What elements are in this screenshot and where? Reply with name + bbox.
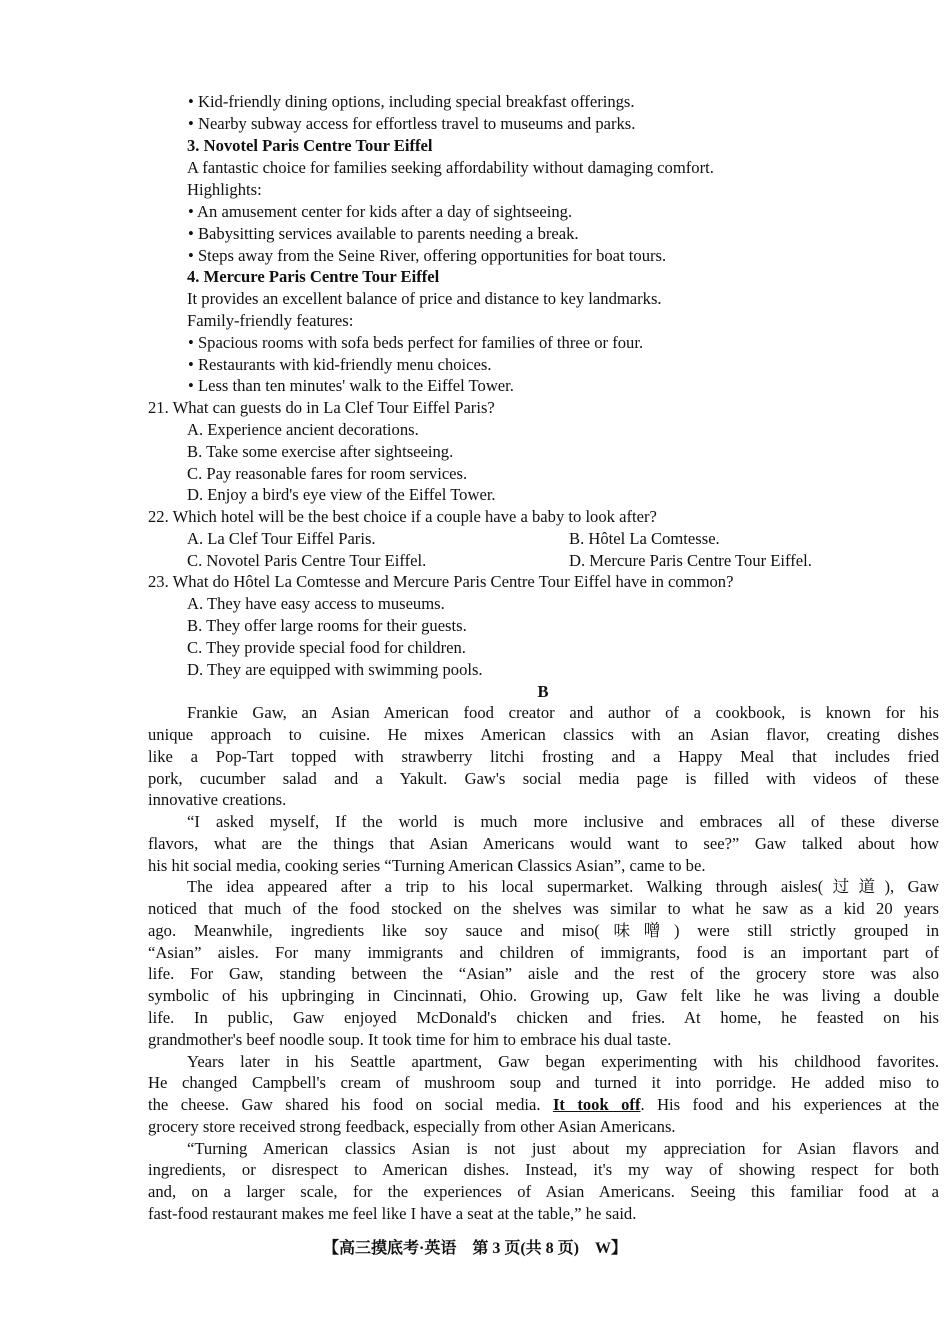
hotel4-title: 4. Mercure Paris Centre Tour Eiffel bbox=[187, 267, 440, 286]
q23-option-d: D. They are equipped with swimming pools. bbox=[187, 660, 483, 679]
hotel3-bullet: • Steps away from the Seine River, offering opportunities for boat tours. bbox=[188, 246, 667, 265]
hotel4-bullet: • Spacious rooms with sofa beds perfect for families of three or four. bbox=[188, 333, 644, 352]
passage-line: grocery store received strong feedback, especially from other Asian Americans. bbox=[148, 1117, 676, 1136]
passage-line: life. For Gaw, standing between the “Asian” aisle and the rest of the grocery store was also bbox=[148, 964, 939, 983]
hotel2-bullet: • Kid-friendly dining options, including special breakfast offerings. bbox=[188, 92, 635, 111]
passage-line: his hit social media, cooking series “Turning American Classics Asian”, came to be. bbox=[148, 856, 706, 875]
passage-line: Frankie Gaw, an Asian American food creator and author of a cookbook, is known for his bbox=[187, 703, 939, 722]
passage-line: innovative creations. bbox=[148, 790, 287, 809]
passage-line: “Asian” aisles. For many immigrants and children of immigrants, food is an important part of bbox=[148, 943, 939, 962]
hotel2-bullet: • Nearby subway access for effortless travel to museums and parks. bbox=[188, 114, 636, 133]
passage-line: pork, cucumber salad and a Yakult. Gaw's social media page is filled with videos of these bbox=[148, 769, 939, 788]
passage-text: . His food and his experiences at the bbox=[640, 1095, 939, 1114]
passage-line: He changed Campbell's cream of mushroom soup and turned it into porridge. He added miso to bbox=[148, 1073, 939, 1092]
passage-line: fast-food restaurant makes me feel like I have a seat at the table,” he said. bbox=[148, 1204, 637, 1223]
passage-line: “I asked myself, If the world is much more inclusive and embraces all of these diverse bbox=[187, 812, 939, 831]
q21-option-a: A. Experience ancient decorations. bbox=[187, 420, 419, 439]
hotel4-bullet: • Less than ten minutes' walk to the Eiffel Tower. bbox=[188, 376, 514, 395]
q22-option-a: A. La Clef Tour Eiffel Paris. bbox=[187, 529, 376, 548]
q21-option-b: B. Take some exercise after sightseeing. bbox=[187, 442, 454, 461]
q23-option-b: B. They offer large rooms for their guests. bbox=[187, 616, 467, 635]
q21-option-c: C. Pay reasonable fares for room services. bbox=[187, 464, 468, 483]
passage-line: Years later in his Seattle apartment, Gaw began experimenting with his childhood favorites. bbox=[187, 1052, 939, 1071]
passage-line: ago. Meanwhile, ingredients like soy sauce and miso(味噌) were still strictly grouped in bbox=[148, 921, 939, 940]
hotel4-bullet: • Restaurants with kid-friendly menu choices. bbox=[188, 355, 492, 374]
section-heading: B bbox=[537, 682, 549, 701]
passage-line: like a Pop-Tart topped with strawberry litchi frosting and a Happy Meal that includes fried bbox=[148, 747, 939, 766]
q22-option-d: D. Mercure Paris Centre Tour Eiffel. bbox=[569, 551, 812, 570]
passage-line: unique approach to cuisine. He mixes American classics with an Asian flavor, creating dishes bbox=[148, 725, 939, 744]
hotel3-bullet: • Babysitting services available to parents needing a break. bbox=[188, 224, 579, 243]
passage-text: the cheese. Gaw shared his food on social media. bbox=[148, 1095, 541, 1114]
question-21-stem: 21. What can guests do in La Clef Tour Eiffel Paris? bbox=[148, 398, 495, 417]
passage-line: flavors, what are the things that Asian Americans would want to see?” Gaw talked about how bbox=[148, 834, 939, 853]
q21-option-d: D. Enjoy a bird's eye view of the Eiffel Tower. bbox=[187, 485, 496, 504]
hotel3-label: Highlights: bbox=[187, 180, 262, 199]
question-23-stem: 23. What do Hôtel La Comtesse and Mercure Paris Centre Tour Eiffel have in common? bbox=[148, 572, 734, 591]
passage-line: The idea appeared after a trip to his local supermarket. Walking through aisles(过道), Gaw bbox=[187, 877, 939, 896]
page-footer: 【高三摸底考·英语 第 3 页(共 8 页) W】 bbox=[323, 1240, 627, 1257]
passage-line: symbolic of his upbringing in Cincinnati, Ohio. Growing up, Gaw felt like he was living a double bbox=[148, 986, 939, 1005]
passage-line: life. In public, Gaw enjoyed McDonald's chicken and fries. At home, he feasted on his bbox=[148, 1008, 939, 1027]
q22-option-b: B. Hôtel La Comtesse. bbox=[569, 529, 720, 548]
hotel4-desc: It provides an excellent balance of price and distance to key landmarks. bbox=[187, 289, 662, 308]
hotel3-title: 3. Novotel Paris Centre Tour Eiffel bbox=[187, 136, 433, 155]
passage-line: and, on a larger scale, for the experiences of Asian Americans. Seeing this familiar food at a bbox=[148, 1182, 939, 1201]
passage-line: grandmother's beef noodle soup. It took time for him to embrace his dual taste. bbox=[148, 1030, 672, 1049]
question-22-stem: 22. Which hotel will be the best choice if a couple have a baby to look after? bbox=[148, 507, 657, 526]
hotel3-bullet: • An amusement center for kids after a day of sightseeing. bbox=[188, 202, 573, 221]
q23-option-a: A. They have easy access to museums. bbox=[187, 594, 445, 613]
passage-line: noticed that much of the food stocked on the shelves was similar to what he saw as a kid 20 years bbox=[148, 899, 939, 918]
q23-option-c: C. They provide special food for children. bbox=[187, 638, 466, 657]
passage-line-underlined bbox=[148, 1094, 939, 1116]
underlined-phrase: It took off bbox=[552, 1095, 641, 1114]
hotel3-desc: A fantastic choice for families seeking affordability without damaging comfort. bbox=[187, 158, 714, 177]
q22-option-c: C. Novotel Paris Centre Tour Eiffel. bbox=[187, 551, 427, 570]
hotel4-label: Family-friendly features: bbox=[187, 311, 354, 330]
passage-line: ingredients, or disrespect to American dishes. Instead, it's my way of showing respect for both bbox=[148, 1160, 939, 1179]
passage-line: “Turning American classics Asian is not just about my appreciation for Asian flavors and bbox=[187, 1139, 939, 1158]
